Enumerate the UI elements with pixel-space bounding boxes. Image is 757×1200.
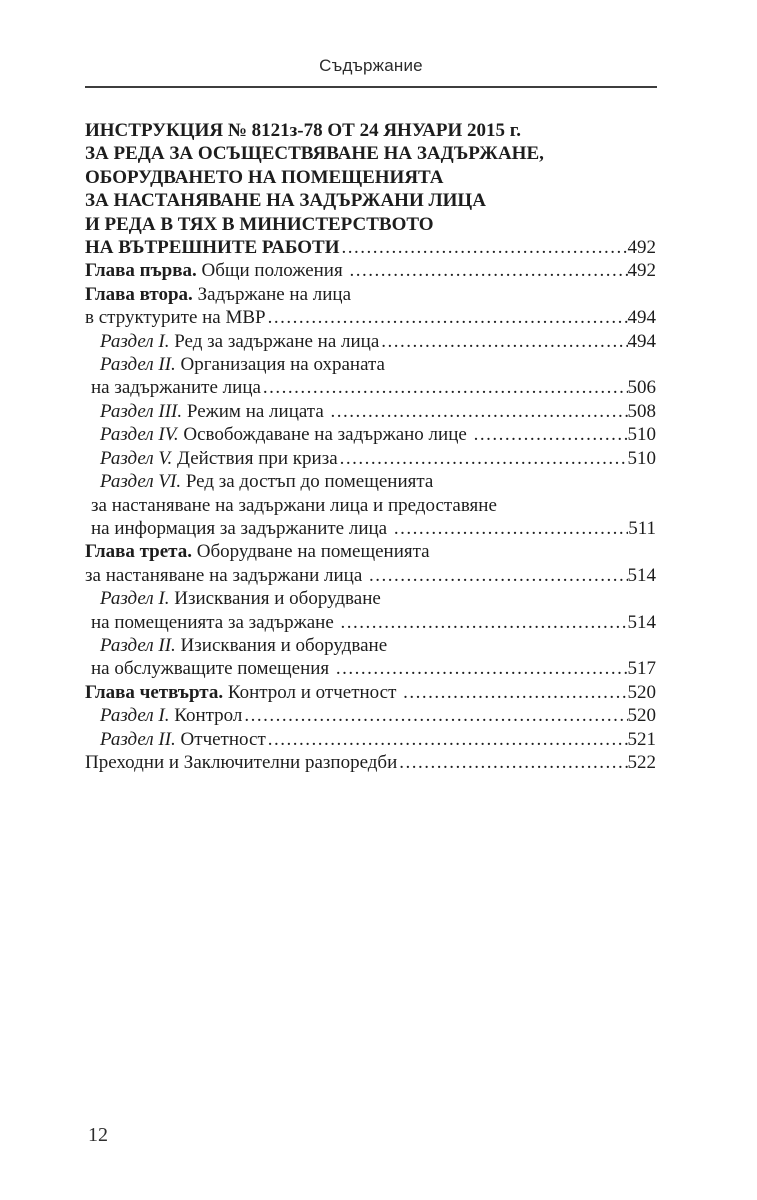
- toc-entry-segment: Глава четвърта.: [85, 681, 224, 703]
- toc-page-number: 510: [627, 447, 656, 469]
- dot-leader: [340, 447, 628, 470]
- toc-line: [85, 166, 656, 189]
- toc-entry-segment: Общи положения: [196, 260, 348, 282]
- dot-leader: [268, 728, 628, 751]
- dot-leader: [341, 236, 627, 259]
- toc-entry-text: [91, 517, 392, 540]
- toc-entry-text: [100, 634, 387, 657]
- toc-entry-segment: Глава първа.: [85, 260, 197, 282]
- toc-line: [85, 470, 656, 493]
- toc-entry-text: [85, 213, 434, 236]
- toc-entry-segment: Задържане на лица: [192, 283, 352, 305]
- dot-leader: [331, 400, 628, 423]
- toc-entry-text: [85, 189, 486, 212]
- toc-entry-segment: Действия при криза: [172, 447, 338, 469]
- toc-entry-segment: в структурите на МВР: [85, 307, 266, 329]
- toc-entry-segment: Раздел II.: [100, 354, 176, 376]
- toc-page-number: 520: [627, 705, 656, 727]
- toc-page-number: 520: [627, 681, 656, 703]
- toc-entry-text: [85, 166, 444, 189]
- toc-line: [85, 306, 656, 329]
- toc-line: [85, 587, 656, 610]
- toc-entry-segment: Глава трета.: [85, 541, 192, 563]
- toc-line: [85, 259, 656, 282]
- toc-line: [85, 540, 656, 563]
- toc-line: [85, 611, 656, 634]
- dot-leader: [381, 330, 627, 353]
- toc-page-number: 492: [627, 260, 656, 282]
- toc-entry-text: [85, 564, 367, 587]
- toc-entry-text: [85, 259, 347, 282]
- toc-page-number: 510: [627, 424, 656, 446]
- dot-leader: [336, 657, 628, 680]
- toc-page-number: 521: [627, 728, 656, 750]
- toc-entry-segment: Раздел IV.: [100, 424, 179, 446]
- dot-leader: [369, 564, 627, 587]
- toc-entry-text: [91, 494, 497, 517]
- toc-line: [85, 423, 656, 446]
- toc-entry-text: [100, 400, 329, 423]
- toc-line: [85, 751, 656, 774]
- toc-line: [85, 564, 656, 587]
- toc-entry-text: [85, 283, 351, 306]
- toc-entry-text: [85, 142, 544, 165]
- toc-entry-segment: Раздел I.: [100, 330, 170, 352]
- toc-line: [85, 236, 656, 259]
- toc-entry-segment: Ред за достъп до помещенията: [181, 471, 434, 493]
- dot-leader: [474, 423, 628, 446]
- toc-entry-segment: ЗА НАСТАНЯВАНЕ НА ЗАДЪРЖАНИ ЛИЦА: [85, 190, 486, 212]
- toc-page-number: 494: [627, 330, 656, 352]
- toc-line: [85, 634, 656, 657]
- toc-page-number: 506: [627, 377, 656, 399]
- dot-leader: [399, 751, 627, 774]
- dot-leader: [263, 376, 628, 399]
- toc-entry-text: [100, 330, 379, 353]
- toc-line: [85, 283, 656, 306]
- toc-entry-text: [85, 681, 401, 704]
- toc-entry-segment: на задържаните лица: [91, 377, 261, 399]
- dot-leader: [341, 611, 628, 634]
- toc-line: [85, 704, 656, 727]
- toc-entry-text: [100, 447, 338, 470]
- toc-page-number: 517: [627, 658, 656, 680]
- toc-line: [85, 494, 656, 517]
- toc-list: [85, 119, 656, 774]
- toc-line: [85, 517, 656, 540]
- toc-entry-segment: Контрол: [169, 705, 243, 727]
- toc-line: [85, 330, 656, 353]
- toc-entry-segment: Контрол и отчетност: [223, 681, 402, 703]
- toc-entry-text: [85, 236, 339, 259]
- toc-entry-segment: Раздел II.: [100, 728, 176, 750]
- dot-leader: [394, 517, 628, 540]
- toc-entry-segment: Изисквания и оборудване: [169, 588, 381, 610]
- toc-page-number: 522: [627, 751, 656, 773]
- toc-page-number: 492: [627, 237, 656, 259]
- toc-entry-text: [100, 353, 385, 376]
- toc-entry-segment: на обслужващите помещения: [91, 658, 334, 680]
- toc-line: [85, 376, 656, 399]
- toc-entry-segment: Отчетност: [175, 728, 266, 750]
- toc-line: [85, 657, 656, 680]
- toc-entry-segment: Раздел V.: [100, 447, 173, 469]
- toc-entry-segment: Преходни и Заключителни разпоредби: [85, 751, 398, 773]
- toc-entry-segment: Изисквания и оборудване: [175, 634, 388, 656]
- toc-entry-segment: за настаняване на задържани лица: [85, 564, 368, 586]
- toc-entry-segment: за настаняване на задържани лица и предоставяне: [91, 494, 497, 516]
- toc-entry-segment: И РЕДА В ТЯХ В МИНИСТЕРСТВОТО: [85, 213, 434, 235]
- dot-leader: [403, 681, 627, 704]
- toc-page-number: 514: [627, 564, 656, 586]
- dot-leader: [268, 306, 628, 329]
- toc-line: [85, 213, 656, 236]
- toc-entry-segment: Раздел II.: [100, 634, 176, 656]
- toc-page-number: 511: [628, 517, 656, 539]
- toc-entry-text: [85, 540, 430, 563]
- toc-entry-segment: Оборудване на помещенията: [192, 541, 430, 563]
- toc-entry-text: [85, 306, 266, 329]
- toc-entry-text: [91, 657, 334, 680]
- toc-line: [85, 142, 656, 165]
- toc-line: [85, 447, 656, 470]
- toc-line: [85, 119, 656, 142]
- dot-leader: [244, 704, 627, 727]
- toc-entry-text: [85, 751, 397, 774]
- toc-page-number: 494: [627, 307, 656, 329]
- toc-entry-text: [100, 587, 381, 610]
- toc-entry-text: [100, 470, 433, 493]
- toc-line: [85, 400, 656, 423]
- toc-entry-text: [85, 119, 521, 142]
- toc-entry-text: [91, 611, 339, 634]
- toc-entry-text: [100, 423, 472, 446]
- toc-entry-segment: на информация за задържаните лица: [91, 517, 392, 539]
- toc-page-number: 514: [627, 611, 656, 633]
- toc-entry-segment: ИНСТРУКЦИЯ № 8121з-78 ОТ 24 ЯНУАРИ 2015 г.: [85, 120, 521, 141]
- toc-entry-segment: Раздел VI.: [100, 471, 182, 493]
- toc-entry-segment: Раздел I.: [100, 705, 170, 727]
- toc-entry-segment: Режим на лицата: [182, 400, 329, 422]
- toc-page-number: 508: [627, 400, 656, 422]
- toc-entry-segment: НА ВЪТРЕШНИТЕ РАБОТИ: [85, 237, 340, 259]
- toc-entry-text: [100, 704, 242, 727]
- toc-line: [85, 353, 656, 376]
- toc-entry-text: [91, 376, 261, 399]
- toc-entry-segment: Раздел I.: [100, 588, 170, 610]
- toc-entry-segment: на помещенията за задържане: [91, 611, 339, 633]
- toc-entry-segment: ЗА РЕДА ЗА ОСЪЩЕСТВЯВАНЕ НА ЗАДЪРЖАНЕ,: [85, 143, 544, 165]
- dot-leader: [349, 259, 627, 282]
- toc-entry-segment: Ред за задържане на лица: [169, 330, 380, 352]
- toc-entry-segment: ОБОРУДВАНЕТО НА ПОМЕЩЕНИЯТА: [85, 166, 444, 188]
- toc-entry-segment: Освобождаване на задържано лице: [178, 424, 472, 446]
- toc-entry-segment: Организация на охраната: [175, 354, 385, 376]
- toc-entry-segment: Глава втора.: [85, 283, 193, 305]
- toc-line: [85, 728, 656, 751]
- page-header-title: Съдържание: [319, 56, 423, 75]
- toc-entry-text: [100, 728, 266, 751]
- toc-line: [85, 189, 656, 212]
- toc-line: [85, 681, 656, 704]
- footer-page-number: 12: [88, 1124, 108, 1146]
- toc-entry-segment: Раздел III.: [100, 400, 183, 422]
- header-rule: [85, 86, 657, 88]
